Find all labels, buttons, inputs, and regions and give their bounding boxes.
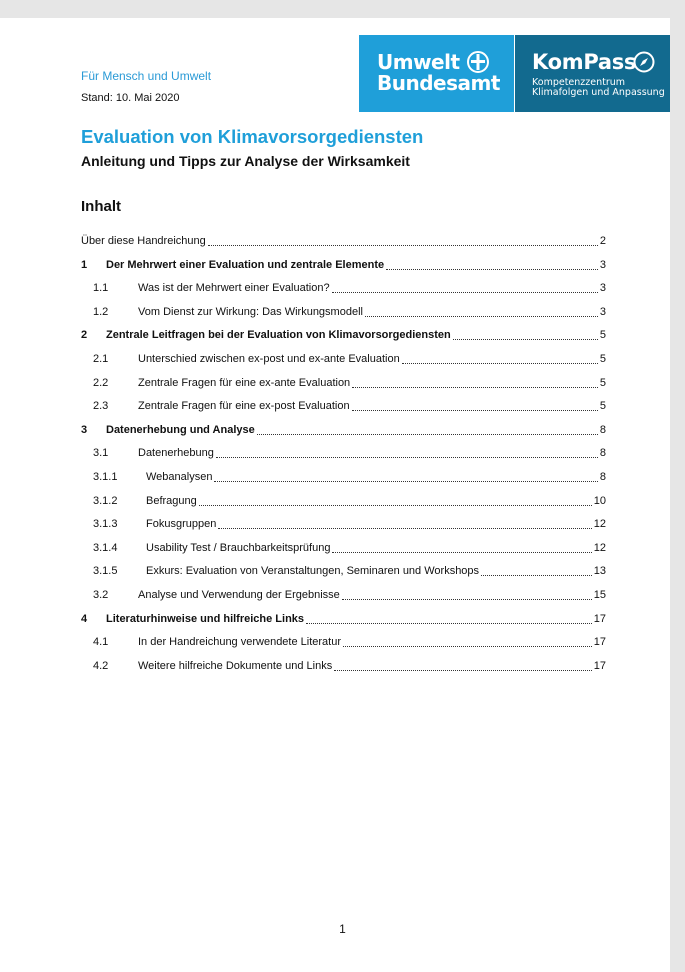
toc-entry-label: Usability Test / Brauchbarkeitsprüfung bbox=[146, 541, 331, 554]
toc-entry-number: 3.1.5 bbox=[93, 565, 118, 578]
toc-leader-dots bbox=[257, 433, 598, 435]
toc-entry-label: Was ist der Mehrwert einer Evaluation? bbox=[138, 282, 330, 295]
document-title: Evaluation von Klimavorsorgediensten bbox=[81, 126, 424, 147]
toc-leader-dots bbox=[199, 504, 592, 506]
toc-entry-number: 2 bbox=[81, 329, 88, 342]
toc-leader-dots bbox=[352, 386, 598, 388]
toc-entry[interactable] bbox=[81, 279, 606, 295]
toc-entry-number: 4.2 bbox=[93, 659, 109, 672]
toc-entry[interactable] bbox=[81, 374, 606, 390]
toc-entry-page: 17 bbox=[593, 659, 606, 672]
toc-entry[interactable] bbox=[81, 444, 606, 460]
toc-entry[interactable] bbox=[81, 492, 606, 508]
toc-leader-dots bbox=[214, 480, 597, 482]
toc-entry-page: 2 bbox=[599, 235, 606, 247]
document-subtitle: Anleitung und Tipps zur Analyse der Wirksamkeit bbox=[81, 153, 410, 169]
toc-entry-page: 5 bbox=[599, 353, 606, 365]
toc-entry-number: 1.2 bbox=[93, 305, 109, 318]
toc-entry-label: Exkurs: Evaluation von Veranstaltungen, Seminaren und Workshops bbox=[146, 565, 480, 578]
toc-entry-label: Der Mehrwert einer Evaluation und zentrale Elemente bbox=[106, 258, 385, 271]
toc-entry-number: 3.2 bbox=[93, 589, 109, 601]
toc-heading: Inhalt bbox=[81, 198, 121, 215]
toc-entry-label: Fokusgruppen bbox=[146, 518, 217, 531]
toc-entry[interactable] bbox=[81, 657, 606, 673]
toc-entry[interactable] bbox=[81, 421, 606, 437]
toc-entry[interactable] bbox=[81, 586, 606, 602]
toc-leader-dots bbox=[218, 527, 591, 529]
toc-leader-dots bbox=[481, 574, 592, 576]
kompass-logo-sub1: Kompetenzzentrum bbox=[532, 77, 626, 88]
toc-leader-dots bbox=[306, 622, 592, 624]
kompass-logo bbox=[515, 35, 670, 112]
uba-logo-line2: Bundesamt bbox=[377, 71, 500, 95]
toc-entry[interactable] bbox=[81, 232, 606, 248]
document-date: Stand: 10. Mai 2020 bbox=[81, 92, 180, 104]
toc-entry-page: 8 bbox=[599, 423, 606, 436]
toc-entry-label: Datenerhebung und Analyse bbox=[106, 423, 255, 436]
kompass-logo-sub2: Klimafolgen und Anpassung bbox=[532, 87, 665, 98]
toc-entry-label: Zentrale Fragen für eine ex-post Evaluation bbox=[138, 400, 350, 413]
toc-leader-dots bbox=[332, 551, 591, 553]
uba-logo bbox=[359, 35, 514, 112]
toc-entry-page: 3 bbox=[599, 258, 606, 271]
toc-entry-number: 3.1.3 bbox=[93, 518, 118, 531]
toc-leader-dots bbox=[352, 409, 598, 411]
toc-entry[interactable] bbox=[81, 515, 606, 531]
toc-entry-number: 2.1 bbox=[93, 353, 109, 365]
toc-entry-page: 15 bbox=[593, 589, 606, 601]
toc-entry-page: 12 bbox=[593, 518, 606, 531]
toc-leader-dots bbox=[343, 645, 592, 647]
toc-entry[interactable] bbox=[81, 468, 606, 484]
toc-entry-label: Weitere hilfreiche Dokumente und Links bbox=[138, 659, 333, 672]
toc-entry-label: Zentrale Leitfragen bei der Evaluation von Klimavorsorgediensten bbox=[106, 329, 451, 342]
toc-entry[interactable] bbox=[81, 610, 606, 626]
toc-entry-page: 12 bbox=[593, 541, 606, 554]
toc-entry-page: 10 bbox=[593, 494, 606, 507]
toc-leader-dots bbox=[334, 669, 592, 671]
toc-entry-number: 1.1 bbox=[93, 282, 109, 295]
toc-leader-dots bbox=[402, 362, 598, 364]
toc-entry-label: Befragung bbox=[146, 494, 197, 507]
toc-entry[interactable] bbox=[81, 303, 606, 319]
toc-entry-page: 8 bbox=[599, 471, 606, 483]
toc-entry-label: Analyse und Verwendung der Ergebnisse bbox=[138, 589, 340, 601]
toc-entry-label: In der Handreichung verwendete Literatur bbox=[138, 636, 342, 649]
toc-leader-dots bbox=[453, 338, 598, 340]
toc-entry-number: 4.1 bbox=[93, 636, 109, 649]
toc-entry[interactable] bbox=[81, 539, 606, 555]
toc-entry-number: 1 bbox=[81, 258, 88, 271]
toc-entry-page: 8 bbox=[599, 447, 606, 460]
toc-leader-dots bbox=[332, 291, 598, 293]
toc-entry-number: 3.1.1 bbox=[93, 471, 118, 483]
toc-leader-dots bbox=[365, 315, 598, 317]
toc-leader-dots bbox=[208, 244, 598, 246]
toc-entry-page: 3 bbox=[599, 305, 606, 318]
toc-entry[interactable] bbox=[81, 633, 606, 649]
toc-entry-label: Datenerhebung bbox=[138, 447, 214, 460]
toc-entry-label: Unterschied zwischen ex-post und ex-ante Evaluation bbox=[138, 353, 400, 365]
kompass-logo-name: KomPass bbox=[532, 50, 637, 74]
page-number: 1 bbox=[339, 922, 346, 936]
toc-entry-number: 4 bbox=[81, 612, 88, 625]
toc-entry-page: 5 bbox=[599, 329, 606, 342]
compass-icon bbox=[633, 51, 655, 73]
toc-entry-number: 2.2 bbox=[93, 376, 109, 389]
toc-entry-label: Zentrale Fragen für eine ex-ante Evaluation bbox=[138, 376, 351, 389]
toc-entry-number: 2.3 bbox=[93, 400, 109, 413]
toc-entry[interactable] bbox=[81, 326, 606, 342]
uba-emblem-icon bbox=[467, 51, 489, 73]
toc-entry-number: 3.1.2 bbox=[93, 494, 118, 507]
toc-entry[interactable] bbox=[81, 562, 606, 578]
toc-entry-page: 13 bbox=[593, 565, 606, 578]
toc-entry-label: Über diese Handreichung bbox=[81, 235, 206, 247]
toc-entry-page: 17 bbox=[593, 636, 606, 649]
toc-leader-dots bbox=[216, 456, 598, 458]
toc-leader-dots bbox=[342, 598, 592, 600]
tagline: Für Mensch und Umwelt bbox=[81, 69, 212, 83]
toc-entry-page: 17 bbox=[593, 612, 606, 625]
toc-entry-label: Literaturhinweise und hilfreiche Links bbox=[106, 612, 305, 625]
toc-entry-page: 5 bbox=[599, 376, 606, 389]
toc-leader-dots bbox=[386, 268, 598, 270]
toc-entry-label: Vom Dienst zur Wirkung: Das Wirkungsmodell bbox=[138, 305, 363, 318]
toc-entry[interactable] bbox=[81, 256, 606, 272]
toc-entry-page: 5 bbox=[599, 400, 606, 413]
toc-entry-number: 3.1 bbox=[93, 447, 109, 460]
toc-entry-label: Webanalysen bbox=[146, 471, 213, 483]
toc-entry-page: 3 bbox=[599, 282, 606, 295]
toc-entry-number: 3.1.4 bbox=[93, 541, 118, 554]
toc-entry-number: 3 bbox=[81, 423, 88, 436]
uba-logo-line1: Umwelt bbox=[377, 50, 460, 74]
toc-entry[interactable] bbox=[81, 397, 606, 413]
toc-entry[interactable] bbox=[81, 350, 606, 366]
